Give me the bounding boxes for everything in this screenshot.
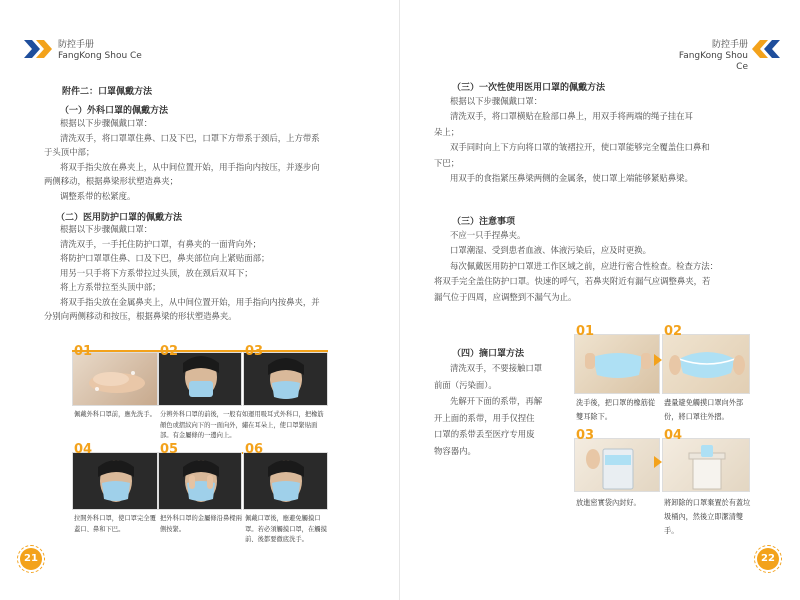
section3-line: 根据以下步骤佩戴口罩： bbox=[450, 96, 543, 106]
step4-caption: 拉開外科口罩，使口罩完全覆蓋口、鼻和下巴。 bbox=[74, 515, 156, 533]
section3-line: 双手同时向上下方向将口罩的皱褶拉开，使口罩能够完全覆盖住口鼻和 bbox=[450, 142, 710, 153]
notes-line: 不应一只手捏鼻夹。 bbox=[450, 230, 526, 240]
chevron-logo-icon bbox=[24, 40, 54, 58]
section3-body bbox=[434, 94, 762, 186]
page-number: 21 bbox=[20, 548, 42, 570]
notes-title: （三）注意事项 bbox=[452, 217, 516, 227]
section2-title: （二）医用防护口罩的佩戴方法 bbox=[56, 213, 183, 223]
notes-body bbox=[434, 228, 766, 305]
sealed-bag-icon bbox=[575, 439, 660, 492]
section1-line: 清洗双手，将口罩罩住鼻、口及下巴，口罩下方带系于颈后，上方带系 bbox=[60, 132, 320, 143]
remove-step1-caption: 洗手後，把口罩的橡筋從雙耳除下。 bbox=[576, 398, 656, 421]
section4-line: 开上面的系带，用手仅捏住 bbox=[434, 412, 535, 423]
step-number: 02 bbox=[160, 344, 179, 359]
step-number: 03 bbox=[576, 428, 595, 443]
step4-photo bbox=[72, 452, 158, 510]
appendix-title: 附件二：口罩佩戴方法 bbox=[62, 87, 153, 97]
person-wearing-mask-icon bbox=[244, 353, 328, 406]
handwash-icon bbox=[73, 353, 158, 406]
section2-line: 将上方系带拉至头顶中部； bbox=[60, 282, 161, 292]
step-number: 04 bbox=[664, 428, 683, 443]
section3-title: （三）一次性使用医用口罩的佩戴方法 bbox=[452, 83, 606, 93]
section2-line: 用另一只手将下方系带拉过头顶，放在颈后双耳下； bbox=[60, 267, 253, 278]
section1-body bbox=[44, 116, 374, 203]
step-number: 02 bbox=[664, 324, 683, 339]
section4-line: 物容器内。 bbox=[434, 445, 476, 456]
notes-line: 漏气位于四周，应调整到不漏气为止。 bbox=[434, 291, 577, 302]
section3-line: 下巴； bbox=[434, 157, 460, 168]
section2-line: 将双手指尖放在金属鼻夹上，从中间位置开始，用手指向内按鼻夹，并 bbox=[60, 296, 320, 307]
remove-step4-photo bbox=[662, 438, 750, 492]
section4-line: 先解开下面的系带，再解 bbox=[450, 396, 543, 407]
remove-step3-caption: 放進密實袋內封好。 bbox=[576, 498, 641, 507]
section1-title: （一）外科口罩的佩戴方法 bbox=[60, 106, 169, 116]
section2-line: 将防护口罩罩住鼻、口及下巴，鼻夹部位向上紧贴面部； bbox=[60, 253, 270, 263]
notes-line: 口罩潮湿、受到患者血液、体液污染后，应及时更换。 bbox=[450, 245, 651, 256]
chevron-logo-icon bbox=[750, 40, 780, 58]
step-number: 04 bbox=[74, 442, 93, 457]
step6-caption: 佩戴口罩後，應避免觸摸口罩。若必須觸摸口罩，在觸摸前、後都要徹底洗手。 bbox=[245, 515, 327, 543]
section4-line: 清洗双手，不要接触口罩 bbox=[450, 363, 543, 373]
remove-step2-photo bbox=[662, 334, 750, 394]
person-pressing-nose-clip-icon bbox=[159, 453, 242, 510]
step1-caption: 佩戴外科口罩前，應先洗手。 bbox=[74, 411, 156, 418]
header-title-en: FangKong Shou Ce bbox=[58, 51, 142, 61]
person-adjusting-mask-icon bbox=[73, 453, 158, 510]
trash-bin-icon bbox=[663, 439, 750, 492]
section1-line: 调整系带的松紧度。 bbox=[60, 190, 136, 201]
section2-line: 清洗双手，一手托住防护口罩，有鼻夹的一面背向外； bbox=[60, 238, 261, 249]
section1-line: 于头顶中部； bbox=[44, 147, 95, 157]
person-masked-icon bbox=[244, 453, 328, 510]
header-title-cn: 防控手册 bbox=[58, 40, 95, 50]
section2-body bbox=[44, 222, 374, 324]
step2-caption: 分辨外科口罩的前後，一般有如運用吸耳式外科口，把橡筋顏色或摺紋向下的一面向外，繡在耳朵上，使口罩緊貼面部。有金屬條的一邊向上。 bbox=[160, 411, 324, 439]
step-number: 01 bbox=[74, 344, 93, 359]
notes-line: 每次佩戴医用防护口罩进工作区域之前，应进行密合性检查。检查方法： bbox=[450, 260, 718, 271]
page-number: 22 bbox=[757, 548, 779, 570]
arrow-right-icon bbox=[654, 456, 662, 468]
remove-step2-caption: 盡量避免觸摸口罩向外部份，將口罩往外摺。 bbox=[664, 398, 744, 421]
step3-photo bbox=[243, 352, 328, 406]
notes-line: 将双手完全盖住防护口罩。快速的呼气，若鼻夹附近有漏气应调整鼻夹，若 bbox=[434, 276, 711, 287]
step-number: 01 bbox=[576, 324, 595, 339]
remove-step1-photo bbox=[574, 334, 660, 394]
arrow-right-icon bbox=[654, 354, 662, 366]
step-number: 03 bbox=[245, 344, 264, 359]
section4-body bbox=[434, 360, 566, 460]
section3-line: 朵上； bbox=[434, 126, 460, 137]
mask-removal-icon bbox=[575, 335, 660, 394]
header-title-en: FangKong Shou Ce bbox=[678, 51, 748, 72]
section1-line: 将双手指尖放在鼻夹上，从中间位置开始，用手指向内按压，并逐步向 bbox=[60, 161, 320, 172]
section4-line: 前面（污染面）。 bbox=[434, 379, 497, 390]
step5-caption: 把外科口罩的金屬條沿鼻樑兩側按緊。 bbox=[160, 515, 242, 533]
section3-line: 用双手的食指紧压鼻梁两侧的金属条，使口罩上端能够紧贴鼻梁。 bbox=[450, 173, 693, 184]
section2-line: 分别向两侧移动和按压，根据鼻梁的形状塑造鼻夹。 bbox=[44, 311, 237, 321]
section1-line: 根据以下步骤佩戴口罩： bbox=[60, 118, 153, 128]
remove-step3-photo bbox=[574, 438, 660, 492]
section1-line: 两侧移动，根据鼻梁形状塑造鼻夹； bbox=[44, 176, 178, 186]
step6-photo bbox=[243, 452, 328, 510]
mask-folding-icon bbox=[663, 335, 750, 394]
remove-step4-caption: 將卸除的口罩棄置於有蓋垃圾桶內，然後立即潔清雙手。 bbox=[664, 498, 751, 535]
step5-photo bbox=[158, 452, 242, 510]
right-page bbox=[400, 0, 800, 600]
header-title bbox=[58, 40, 142, 62]
section4-line: 口罩的系带丢至医疗专用废 bbox=[434, 429, 535, 440]
step1-photo bbox=[72, 352, 158, 406]
header-title-cn: 防控手册 bbox=[711, 40, 748, 50]
section4-title: （四）摘口罩方法 bbox=[452, 349, 525, 359]
person-holding-mask-icon bbox=[159, 353, 242, 406]
step-number: 05 bbox=[160, 442, 179, 457]
header-title bbox=[676, 40, 748, 73]
step-number: 06 bbox=[245, 442, 264, 457]
section3-line: 清洗双手，将口罩横贴在脸部口鼻上，用双手将两端的绳子挂在耳 bbox=[450, 111, 693, 122]
section2-line: 根据以下步骤佩戴口罩： bbox=[60, 224, 153, 234]
step2-photo bbox=[158, 352, 242, 406]
